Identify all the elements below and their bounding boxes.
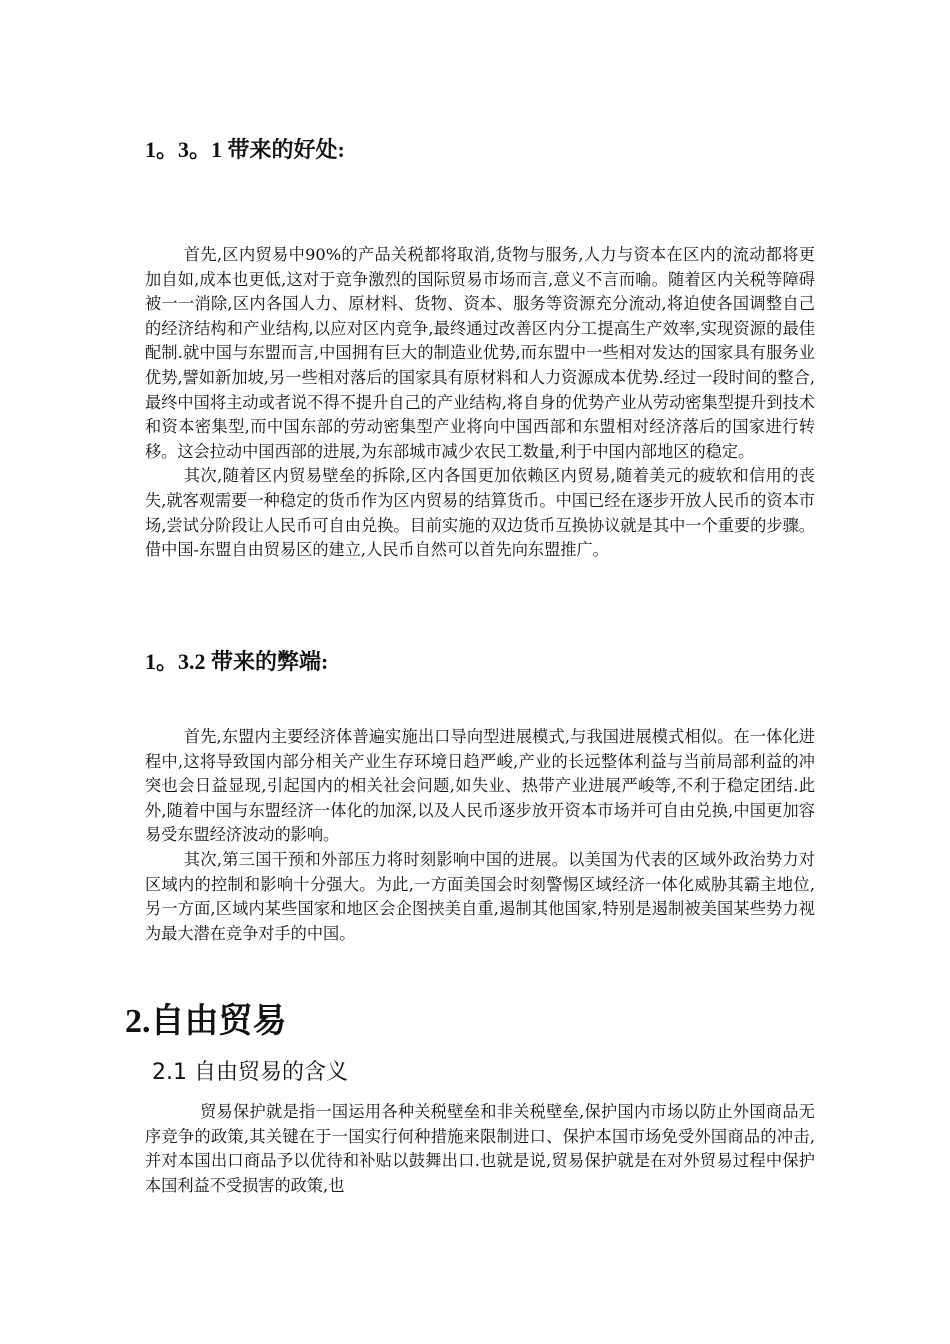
paragraph: 其次,第三国干预和外部压力将时刻影响中国的进展。以美国为代表的区域外政治势力对区域内的控制和影响十分强大。为此,一方面美国会时刻警惕区域经济一体化威胁其霸主地位,另一方面,区域内某些国家和地区会企图挟美自重,遏制其他国家,特别是遏制被美国某些势力视为最大潜在竞争对手的中国。 (145, 849, 815, 943)
paragraph: 其次,随着区内贸易壁垒的拆除,区内各国更加依赖区内贸易,随着美元的疲软和信用的丧失,就客观需要一种稳定的货币作为区内贸易的结算货币。中国已经在逐步开放人民币的资本市场,尝试分阶段让人民币可自由兑换。目前实施的双边货币互换协议就是其中一个重要的步骤。借中国-东盟自由贸易区的建立,人民币自然可以首先向东盟推广。 (145, 466, 815, 560)
paragraph: 首先,区内贸易中90%的产品关税都将取消,货物与服务,人力与资本在区内的流动都将更加自如,成本也更低,这对于竞争激烈的国际贸易市场而言,意义不言而喻。随着区内关税等障碍被一一消除,区内各国人力、原材料、货物、资本、服务等资源充分流动,将迫使各国调整自己的经济结构和产业结构,以应对区内竞争,最终通过改善区内分工提高生产效率,实现资源的最佳配制.就中国与东盟而言,中国拥有巨大的制造业优势,而东盟中一些相对发达的国家具有服务业优势,譬如新加坡,另一些相对落后的国家具有原材料和人力资源成本优势.经过一段时间的整合,最终中国将主动或者说不得不提升自己的产业结构,将自身的优势产业从劳动密集型提升到技术和资本密集型,而中国东部的劳动密集型产业将向中国西部和东盟相对经济落后的国家进行转移。这会拉动中国西部的进展,为东部城市减少农民工数量,利于中国内部地区的稳定。 (145, 245, 815, 461)
section-heading-1-3-1: 1。3。1 带来的好处: (145, 137, 345, 162)
paragraph: 贸易保护就是指一国运用各种关税壁垒和非关税壁垒,保护国内市场以防止外国商品无序竞争的政策,其关键在于一国实行何种措施来限制进口、保护本国市场免受外国商品的冲击,并对本国出口商品予以优待和补贴以鼓舞出口.也就是说,贸易保护就是在对外贸易过程中保护本国利益不受损害的政策,也 (145, 1102, 815, 1195)
section-body-1-3-1 (145, 243, 815, 563)
section-heading-1-3-2: 1。3.2 带来的弊端: (145, 649, 329, 674)
section-body-2-1 (145, 1100, 815, 1198)
section-body-1-3-2 (145, 725, 815, 946)
section-heading-2-1: 2.1 自由贸易的含义 (152, 1060, 348, 1085)
chapter-heading-2: 2.自由贸易 (125, 1003, 287, 1040)
paragraph: 首先,东盟内主要经济体普遍实施出口导向型进展模式,与我国进展模式相似。在一体化进程中,这将导致国内部分相关产业生存环境日趋严峻,产业的长远整体利益与当前局部利益的冲突也会日益显现,引起国内的相关社会问题,如失业、热带产业进展严峻等,不利于稳定团结.此外,随着中国与东盟经济一体化的加深,以及人民币逐步放开资本市场并可自由兑换,中国更加容易受东盟经济波动的影响。 (145, 727, 815, 845)
